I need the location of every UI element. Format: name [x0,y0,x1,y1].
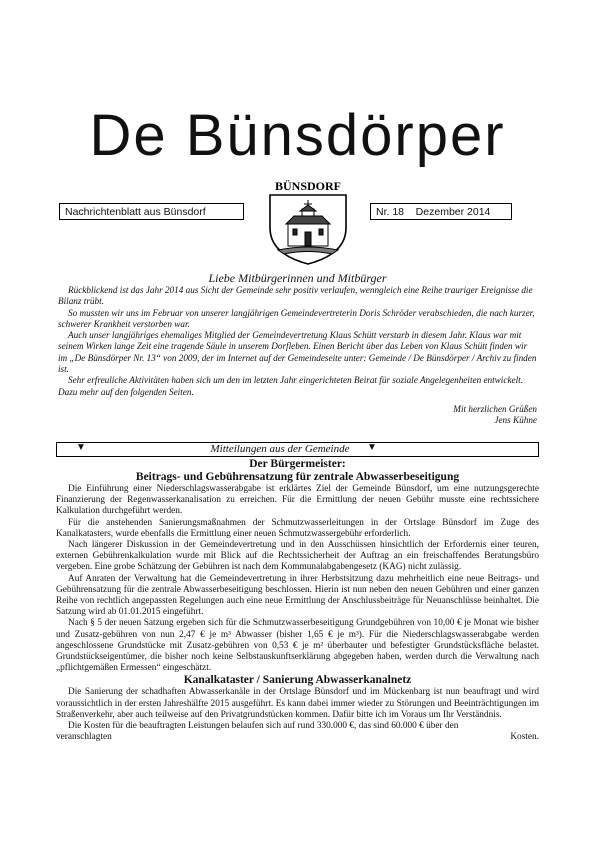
signature: Jens Kühne [494,415,537,426]
article-author: Der Bürgermeister: [249,458,346,470]
arrow-down-icon: ▼ [76,442,86,453]
article-paragraph: Die Sanierung der schadhaften Abwasserkanäle in der Ortslage Bünsdorf und im Mückenbarg ist nun beauftragt und wird voraussichtlich in der ersten Jahreshälfte 2015 ausgeführt. Es kann dabei immer wieder zu Störungen und Beeinträchtigungen im Straßenverkehr, aber auch teilweise auf den Privatgrundstücken kommen. Dafür bitte ich im Voraus um Ihr Verständnis. [56,687,539,720]
last-line-left: veranschlagten [56,732,112,743]
article-paragraph: Für die anstehenden Sanierungsmaßnahmen der Schmutzwasserleitungen in der Ortslage Bünsdorf im Zuge des Kanalkatasters, wurde ebenfalls die Ermittlung einer neuen Schmutzwassergebühr erforderlich. [56,517,539,539]
intro-paragraph: Sehr erfreuliche Aktivitäten haben sich um den im letzten Jahr eingerichteten Beirat für soziale Angelegenheiten entwickelt. Dazu mehr auf den folgenden Seiten. [58,375,524,397]
intro-text [58,285,538,398]
crest-label: BÜNSDORF [274,179,342,193]
article-paragraph: Die Kosten für die beauftragten Leistungen belaufen sich auf rund 330.000 €, das sind 60.000 € über den [68,721,459,732]
closing-text: Mit herzlichen Grüßen [453,404,537,414]
newsletter-title: De Bünsdörper [89,103,506,168]
article-heading: Beitrags- und Gebührensatzung für zentrale Abwasserbeseitigung [135,471,460,483]
arrow-down-icon: ▼ [367,442,377,453]
article-last-line [56,732,539,743]
article-paragraph: Nach § 5 der neuen Satzung ergeben sich für die Schmutzwasserbeseitigung Grundgebühren von 10,00 € je Monat wie bisher und Zusatz-gebühren von nun 2,47 € je m³ Abwasser (bisher 1,65 € je m³). Für die Niederschlagswasserabgabe werden angeschlossene Grundstücke mit Zusatz-gebühren von 0,53 € je m² überbauter und befestigter Grundstücksfläche belastet. Grundstückseigentümer, die bisher noch keine Selbstauskunftserklärung abgegeben haben, werden durch die Verwaltung nach „pflichtgemäßen Ermessen“ eingeschätzt. [56,618,539,674]
article [56,458,539,743]
coat-of-arms [258,178,358,266]
issue-info: Nr. 18 Dezember 2014 [370,203,512,220]
last-line-right: Kosten. [510,732,539,743]
section-title: Mitteilungen aus der Gemeinde [210,443,350,455]
signoff [453,404,537,427]
intro-paragraph: So mussten wir uns im Februar von unserer langjährigen Gemeindevertreterin Doris Schröder verabschieden, die nach kurzer, schwerer Krankheit verstorben war. [58,307,535,329]
newsletter-subtitle: Nachrichtenblatt aus Bünsdorf [59,203,244,220]
intro-paragraph: Auch unser langjähriges ehemaliges Mitglied der Gemeindevertretung Klaus Schütt verstarb in diesem Jahr. Klaus war mit seinem Wirken lange Zeit eine tragende Säule in unserem Dorfleben. Einen Bericht über das Leben von Klaus Schütt finden wir im „De Bünsdörper Nr. 13“ von 2009, der im Internet auf der Gemeindeseite unter: Gemeinde / De Bünsdörper / Archiv zu finden ist. [58,330,537,375]
article-paragraph: Die Einführung einer Niederschlagswasserabgabe ist erklärtes Ziel der Gemeinde Bünsdorf, um eine nutzungsgerechte Finanzierung der Regenwasserkanalisation zu erreichen. Für die Ermittlung der neuen Gebühr musste eine rechtssichere Kalkulation durchgeführt werden. [56,484,539,517]
intro-paragraph: Rückblickend ist das Jahr 2014 aus Sicht der Gemeinde sehr positiv verlaufen, wenngleich eine Reihe trauriger Ereignisse die Bilanz trübt. [58,285,533,307]
intro-heading: Liebe Mitbürgerinnen und Mitbürger [208,271,387,285]
article-paragraph: Auf Anraten der Verwaltung hat die Gemeindevertretung in ihrer Herbstsitzung dazu mehrheitlich eine neue Beitrags- und Gebührensatzung für die zentrale Abwasserbeseitigung beschlossen. Hierin ist nun neben den neuen Gebühren und einer ganzen Reihe von rechtlich angepassten Regelungen auch eine neue Ermittlung der Anschlussbeiträge für Neuanschlüsse beinhaltet. Die Satzung wird ab 01.01.2015 eingeführt. [56,573,539,618]
article-paragraph: Nach längerer Diskussion in der Gemeindevertretung und in den Ausschüssen hinsichtlich der Erfordernis einer teuren, externen Gebührenkalkulation wurde mit Blick auf die Rechtssicherheit der Auftrag an ein freischaffendes Beratungsbüro vergeben. Eine grobe Schätzung der Gebühren ist nach dem Kommunalabgabengesetz (KAG) nicht zulässig. [56,540,539,573]
article-subheading: Kanalkataster / Sanierung Abwasserkanalnetz [183,674,412,687]
